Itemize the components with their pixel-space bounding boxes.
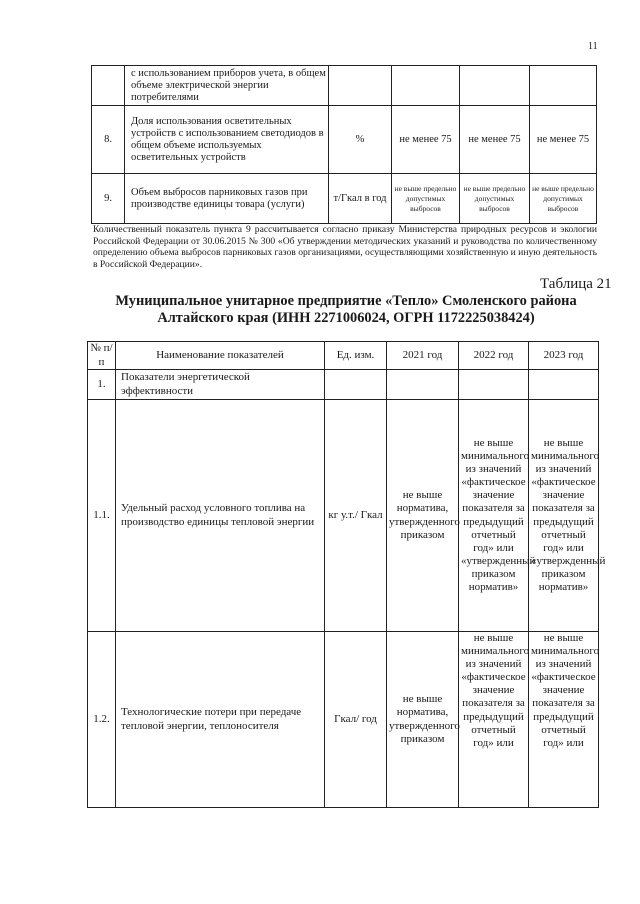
value-2023 [529,370,599,400]
organization-title-line-1: Муниципальное унитарное предприятие «Тепло» Смоленского района [115,293,577,309]
indicators-table [87,341,606,808]
row-number: 8. [92,106,125,174]
row-number [92,66,125,106]
indicator-name: Показатели энергетической эффективности [116,370,325,400]
header-2022: 2022 год [459,342,529,370]
table-row [92,106,597,174]
value-2022 [459,370,529,400]
value-2022: не выше минимального из значений «фактическое значение показателя за предыдущий отчетный год» или «утвержденный приказом норматив» [459,400,529,632]
header-num: № п/п [88,342,116,370]
organization-title-line-2: Алтайского края (ИНН 2271006024, ОГРН 1172225038424) [157,310,535,326]
value-2022: не менее 75 [460,106,530,174]
header-name: Наименование показателей [116,342,325,370]
page-number: 11 [588,41,598,52]
value-2021: не выше норматива, утвержденного приказом [387,632,459,808]
indicator-unit [325,370,387,400]
row-number: 1.2. [88,632,116,808]
table-row [92,174,597,224]
indicator-name: Технологические потери при передаче тепловой энергии, теплоносителя [116,632,325,808]
indicator-name: с использованием приборов учета, в общем объеме электрической энергии потребителями [125,66,329,106]
table-caption: Таблица 21 [540,276,612,292]
value-2021 [387,370,459,400]
value-2023: не выше минимального из значений «фактическое значение показателя за предыдущий отчетный год» или «утвержденный приказом норматив» [529,400,599,632]
indicator-unit: кг у.т./ Гкал [325,400,387,632]
table-row [88,400,599,632]
header-2021: 2021 год [387,342,459,370]
value-2021: не менее 75 [392,106,460,174]
table-row [92,66,597,106]
header-unit: Ед. изм. [325,342,387,370]
value-2022 [460,66,530,106]
indicator-name: Доля использования осветительных устройств с использованием светодиодов в общем объеме используемых осветительных устройств [125,106,329,174]
value-2023: не менее 75 [530,106,597,174]
row-number: 1. [88,370,116,400]
table-row [88,632,599,808]
value-2022: не выше минимального из значений «фактическое значение показателя за предыдущий отчетный год» или [459,632,529,808]
value-2023 [530,66,597,106]
indicator-unit: % [329,106,392,174]
value-2021: не выше предельно допустимых выбросов [392,174,460,224]
table-header-row [88,342,599,370]
value-2021: не выше норматива, утвержденного приказом [387,400,459,632]
indicator-unit: т/Гкал в год [329,174,392,224]
footnote: Количественный показатель пункта 9 рассчитывается согласно приказу Министерства природных ресурсов и экологии Российской Федерации от 30.06.2015 № 300 «Об утверждении методических указаний и руководства по количественному определению объема выбросов парниковых газов организациями, осуществляющими хозяйственную и иную деятельность в Российской Федерации». [93,224,597,270]
table-row [88,370,599,400]
value-2023: не выше минимального из значений «фактическое значение показателя за предыдущий отчетный год» или [529,632,599,808]
value-2022: не выше предельно допустимых выбросов [460,174,530,224]
organization-title [92,293,600,327]
indicator-name: Объем выбросов парниковых газов при производстве единицы товара (услуги) [125,174,329,224]
indicator-unit: Гкал/ год [325,632,387,808]
value-2023: не выше предельно допустимых выбросов [530,174,597,224]
indicator-name: Удельный расход условного топлива на производство единицы тепловой энергии [116,400,325,632]
row-number: 1.1. [88,400,116,632]
indicator-unit [329,66,392,106]
value-2021 [392,66,460,106]
row-number: 9. [92,174,125,224]
indicators-table-continued [91,65,597,224]
header-2023: 2023 год [529,342,599,370]
